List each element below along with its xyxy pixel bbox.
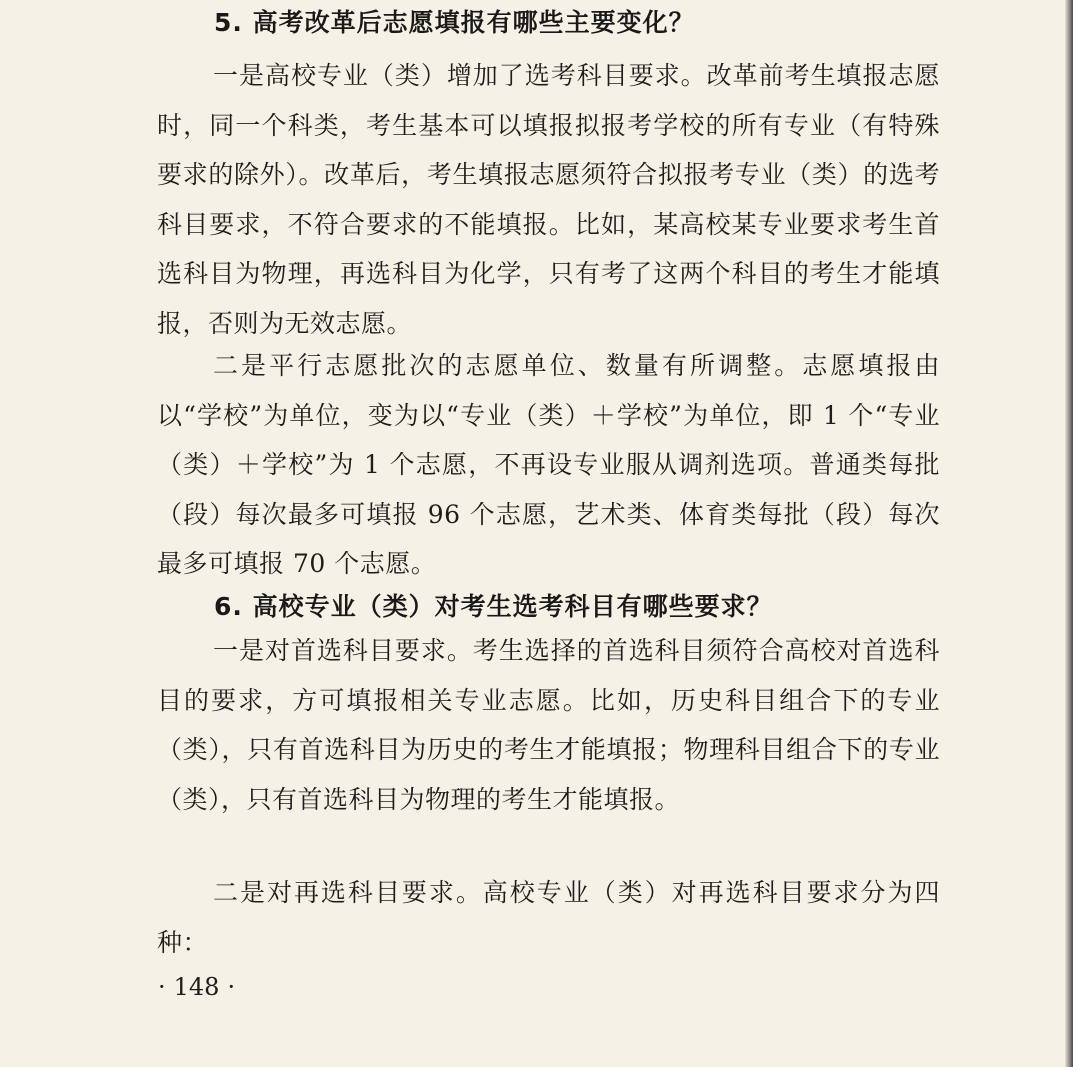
section-5-paragraph-1: 一是高校专业（类）增加了选考科目要求。改革前考生填报志愿时，同一个科类，考生基本可以填报拟报考学校的所有专业（有特殊要求的除外）。改革后，考生填报志愿须符合拟报考专业（类）的选考科目要求，不符合要求的不能填报。比如，某高校某专业要求考生首选科目为物理，再选科目为化学，只有考了这两个科目的考生才能填报，否则为无效志愿。	[157, 61, 940, 338]
page-number	[150, 970, 243, 1004]
section-6-paragraph-2: 二是对再选科目要求。高校专业（类）对再选科目要求分为四种：	[157, 878, 940, 957]
page-number-left-dot: ·	[158, 973, 166, 1001]
page-number-value: 148	[173, 973, 220, 1001]
section-5-paragraph-2: 二是平行志愿批次的志愿单位、数量有所调整。志愿填报由以“学校”为单位，变为以“专业（类）＋学校”为单位，即 1 个“专业（类）＋学校”为 1 个志愿，不再设专业服从调剂选项。普通类每批（段）每次最多可填报 96 个志愿，艺术类、体育类每批（段）每次最多可填报 70 个志愿。	[157, 351, 940, 579]
page-number-right-dot: ·	[227, 973, 236, 1001]
page-edge-shadow	[1065, 0, 1073, 1067]
section-6-paragraph-1: 一是对首选科目要求。考生选择的首选科目须符合高校对首选科目的要求，方可填报相关专业志愿。比如，历史科目组合下的专业（类），只有首选科目为历史的考生才能填报；物理科目组合下的专业（类），只有首选科目为物理的考生才能填报。	[157, 636, 940, 814]
section-heading-6: 6. 高校专业（类）对考生选考科目有哪些要求？	[214, 592, 773, 621]
section-heading-5: 5. 高考改革后志愿填报有哪些主要变化？	[214, 8, 695, 37]
